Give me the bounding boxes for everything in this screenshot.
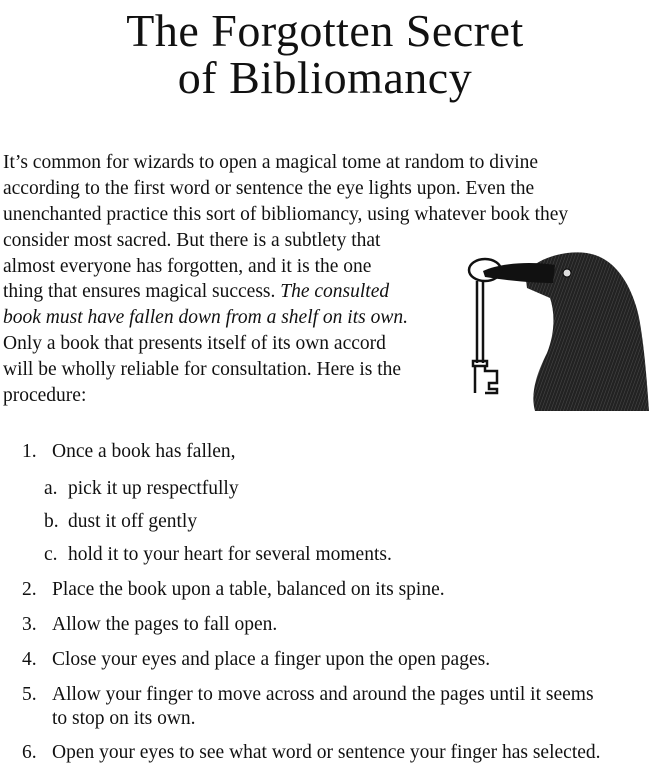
step-text: Close your eyes and place a finger upon the open pages. [52,649,491,670]
italic-emphasis: book must have fallen down from a shelf on its own. [3,307,408,329]
step-text-continued: to stop on its own. [52,708,196,729]
text-segment: thing that ensures magical success. [3,281,281,303]
step-number: 6. [22,742,37,763]
crow-eye [563,269,571,277]
key-icon [469,259,501,393]
text-segment: almost everyone has forgotten, and it is the one [3,255,372,277]
step-number: 3. [22,614,37,635]
step-number: 1. [22,441,37,462]
step-number: 5. [22,684,37,705]
text-segment: consider most sacred. But there is a subtlety that [3,229,381,251]
page-title-line-2: of Bibliomancy [177,52,473,103]
step-number: c. [44,544,58,565]
step-text: pick it up respectfully [68,478,239,499]
step-text: Allow your finger to move across and around the pages until it seems [52,684,594,705]
italic-emphasis: The consulted [280,281,390,303]
step-text: dust it off gently [68,511,198,532]
paragraph-line [3,176,568,202]
step-text: Open your eyes to see what word or sentence your finger has selected. [52,742,601,763]
paragraph-line [3,150,568,176]
step-text: Place the book upon a table, balanced on its spine. [52,579,445,600]
paragraph-line [3,202,568,228]
step-text: hold it to your heart for several moments. [68,544,392,565]
page-title-line-1: The Forgotten Secret [126,5,524,56]
text-segment: unenchanted practice this sort of bibliomancy, using whatever book they [3,203,569,225]
step-text: Allow the pages to fall open. [52,614,278,635]
text-segment: according to the first word or sentence the eye lights upon. Even the [3,177,535,199]
text-segment: procedure: [3,385,87,407]
text-segment: It’s common for wizards to open a magical tome at random to divine [3,152,539,173]
text-segment: Only a book that presents itself of its own accord [3,333,386,355]
step-number: b. [44,511,59,532]
step-number: a. [44,478,58,499]
step-number: 4. [22,649,37,670]
crow-with-key-illustration [455,243,650,413]
step-number: 2. [22,579,37,600]
text-segment: will be wholly reliable for consultation. Here is the [3,359,402,381]
step-text: Once a book has fallen, [52,441,236,462]
